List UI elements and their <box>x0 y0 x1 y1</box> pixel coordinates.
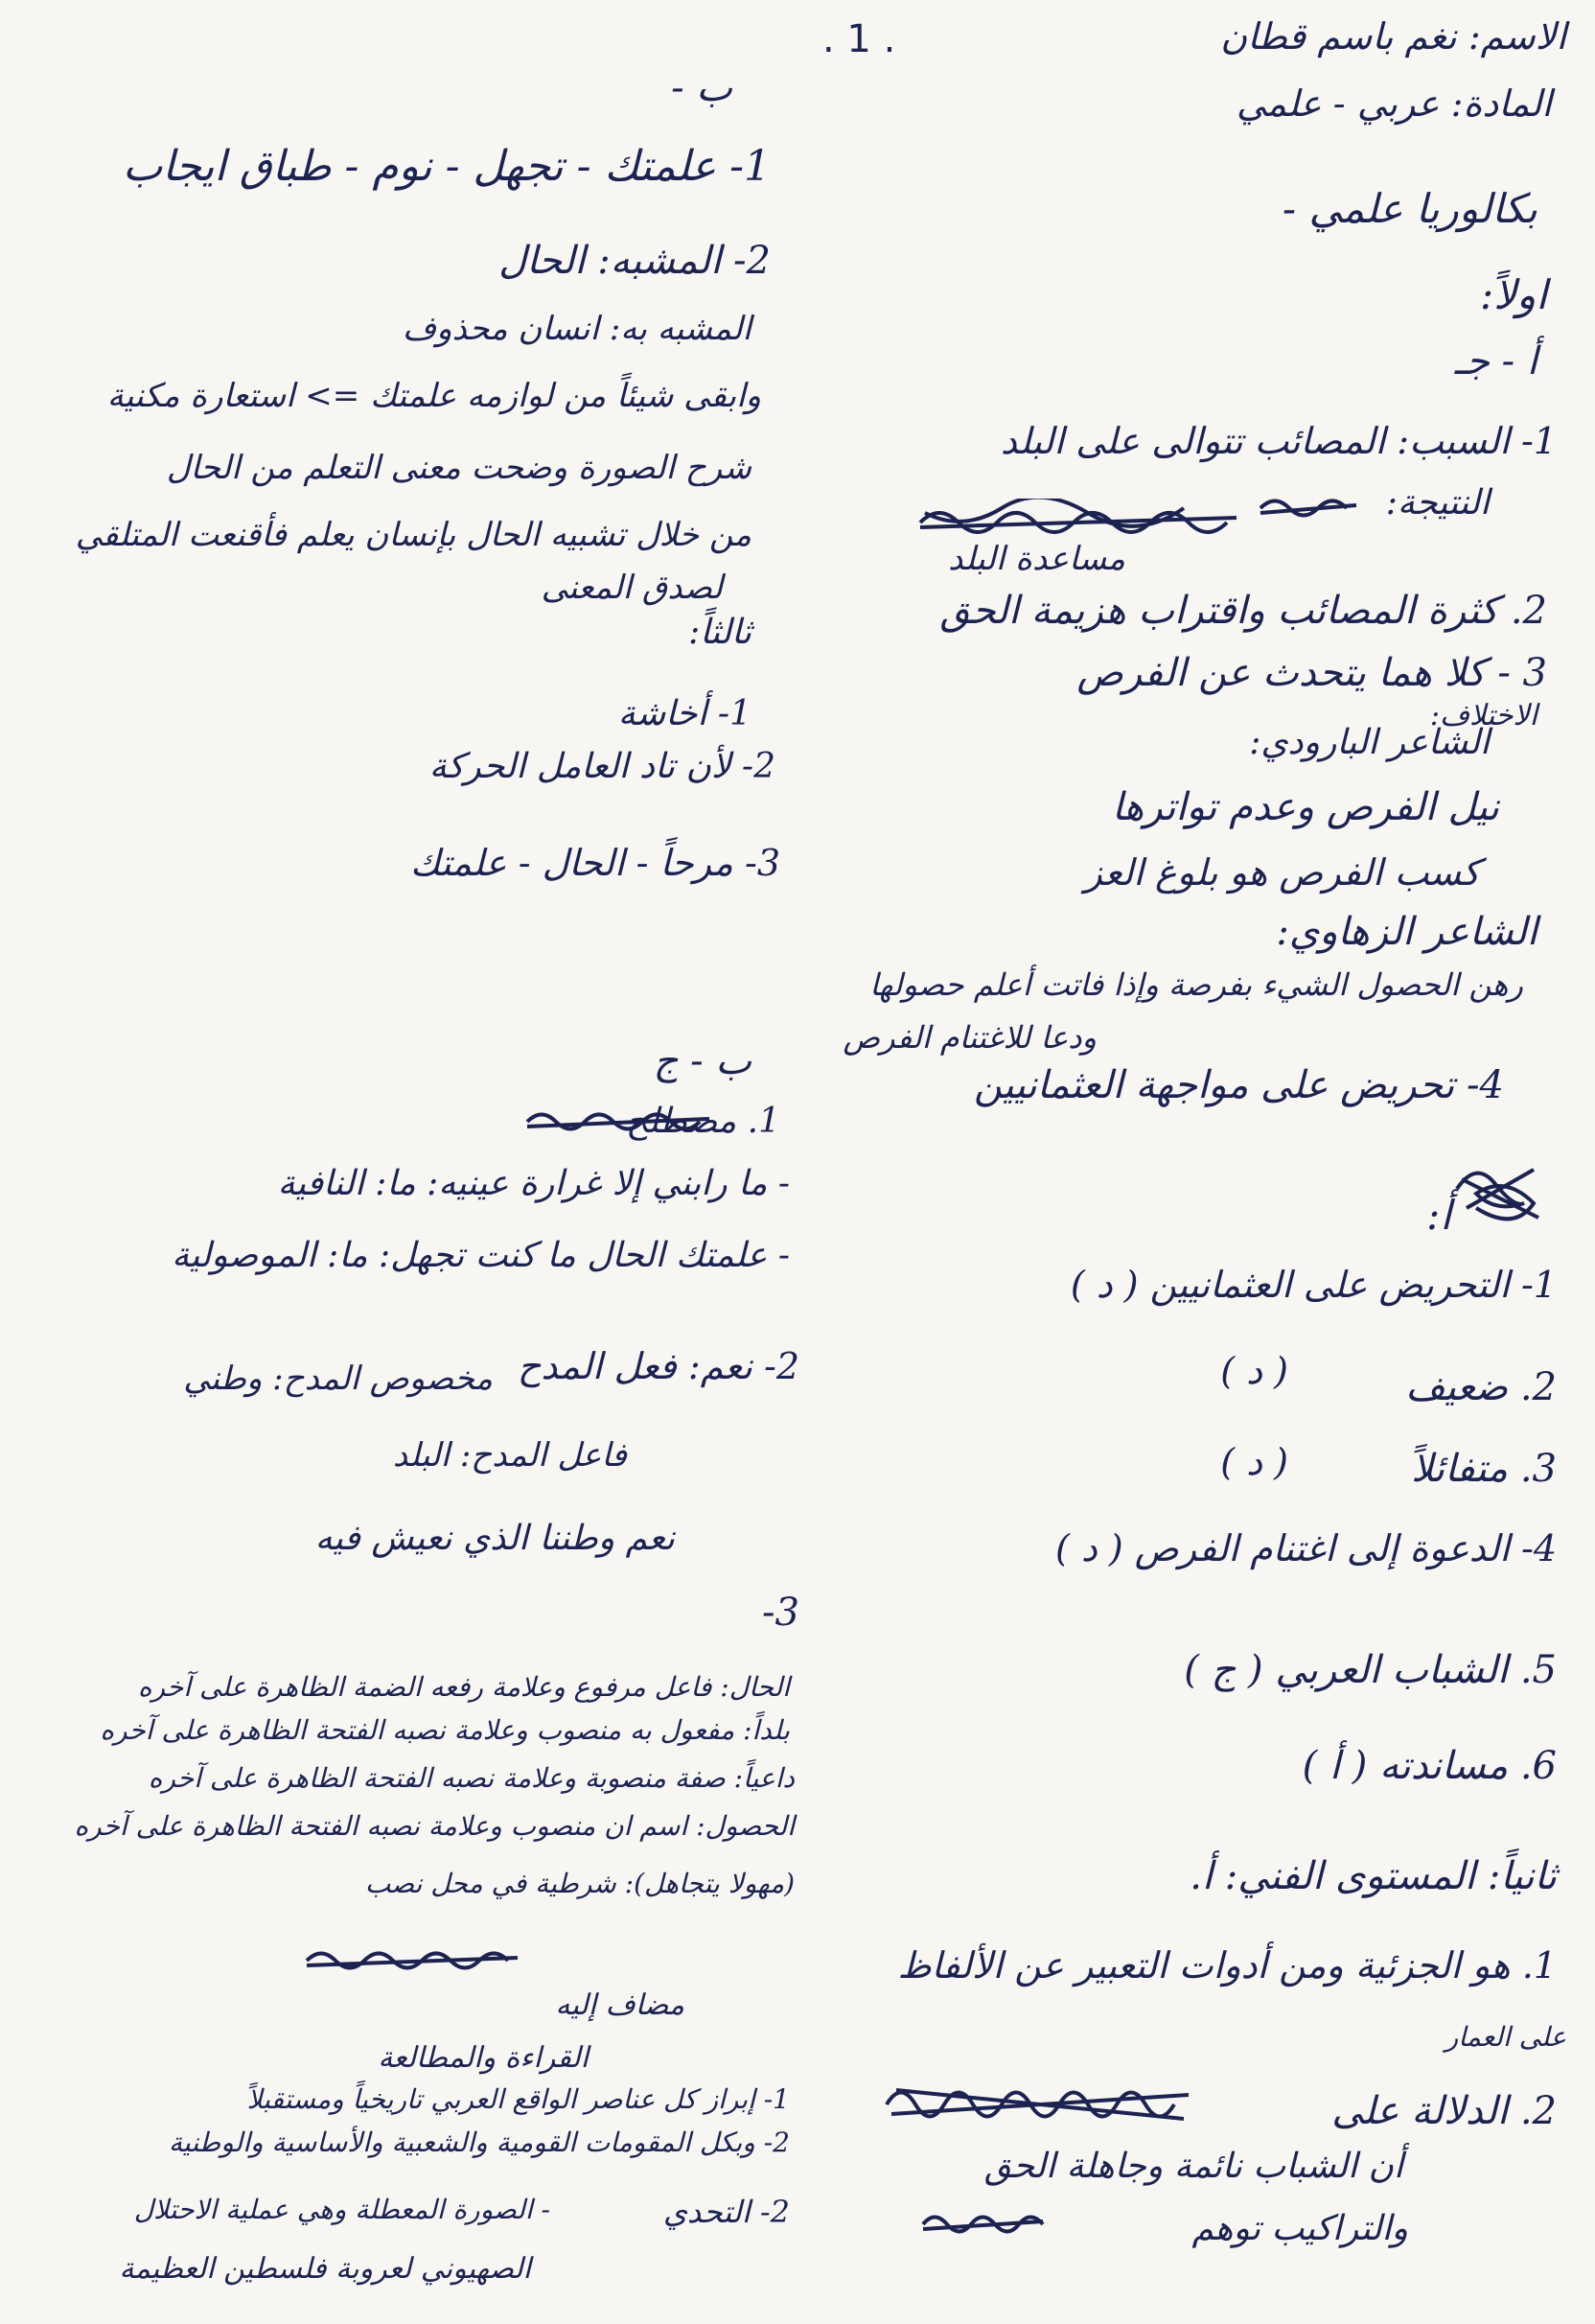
crossed-out-text <box>1256 489 1371 527</box>
answer-q2: 2. كثرة المصائب واقتراب هزيمة الحق <box>939 589 1547 633</box>
technical-answer-2-line-1: أن الشباب نائمة وجاهلة الحق <box>983 2147 1403 2186</box>
rhetoric-answer-2-line-4: لصدق المعنى <box>541 569 723 607</box>
left-part-b-heading: ب - <box>671 66 732 110</box>
poet-2-line-2: ودعا للاغتنام الفرص <box>843 1019 1097 1056</box>
grammar-c-answer-3: 3- <box>762 1591 799 1635</box>
grammar-c-answer-2b: مخصوص المدح: وطني <box>183 1360 493 1398</box>
mc-answer-2-choice: ( د ) <box>1220 1350 1288 1392</box>
technical-answer-2-line-2: والتراكيب توهم <box>1191 2209 1408 2248</box>
mc-answer-6: 6. مساندته ( أ ) <box>1302 1744 1557 1788</box>
rhetoric-answer-2-line-2: شرح الصورة وضحت معنى التعلم من الحال <box>166 449 751 487</box>
grammar-c-answer-3a: الحال: فاعل مرفوع وعلامة رفعه الضمة الظاهرة على آخره <box>137 1671 790 1703</box>
grammar-c-answer-2d: نعم وطننا الذي نعيش فيه <box>314 1519 675 1558</box>
rhetoric-answer-2-sub: المشبه به: انسان محذوف <box>402 310 751 348</box>
grammar-c-answer-3d: الحصول: اسم ان منصوب وعلامة نصبه الفتحة الظاهرة على آخره <box>74 1810 795 1842</box>
grammar-c-answer-3f: مضاف إليه <box>555 1988 684 2022</box>
section-one-heading: اولاً: <box>1479 271 1547 318</box>
reading-heading: القراءة والمطالعة <box>378 2041 589 2075</box>
poet-1-line-1: نيل الفرص وعدم تواترها <box>1112 785 1499 829</box>
poet-2-line-1: رهن الحصول الشيء بفرصة وإذا فاتت أعلم حصولها <box>869 966 1523 1003</box>
technical-answer-2: 2. الدلالة على <box>1331 2089 1557 2133</box>
answer-q1-result: النتيجة: <box>1385 483 1490 523</box>
mc-answer-5: 5. الشباب العربي ( ج ) <box>1184 1648 1557 1692</box>
grammar-answer-3: 3- مرحاً - الحال - علمتك <box>409 842 780 884</box>
grammar-c-answer-3b: بلداً: مفعول به منصوب وعلامة نصبه الفتحة الظاهرة على آخره <box>100 1714 790 1746</box>
grammar-c-answer-3c: داعياً: صفة منصوبة وعلامة نصبه الفتحة الظاهرة على آخره <box>148 1762 795 1794</box>
mc-answer-2: 2. ضعيف <box>1405 1365 1557 1409</box>
answer-q1-result-cont: مساعدة البلد <box>948 540 1125 578</box>
level-line: بكالوريا علمي - <box>1282 185 1537 232</box>
reading-answer-1b: 2- وبكل المقومات القومية والشعبية والأساسية والوطنية <box>169 2126 790 2158</box>
grammar-c-answer-1: 1. مصطلح <box>626 1102 780 1141</box>
crossed-out-text <box>882 2071 1198 2138</box>
crossed-out-text <box>522 1103 714 1141</box>
grammar-answer-1: 1- أخاشة <box>617 694 751 733</box>
grammar-answer-2: 2- لأن تاد العامل الحركة <box>428 747 775 786</box>
grammar-c-answer-2c: فاعل المدح: البلد <box>392 1436 627 1475</box>
poet-1-line-2: كسب الفرص هو بلوغ العز <box>1084 851 1480 894</box>
grammar-c-answer-1b: - علمتك الحال ما كنت تجهل: ما: الموصولية <box>172 1236 790 1275</box>
rhetoric-answer-2: 2- المشبه: الحال <box>498 239 771 283</box>
reading-answer-1: 1- إبراز كل عناصر الواقع العربي تاريخياً ومستقبلاً <box>246 2083 790 2115</box>
part-b-heading: أ: <box>1426 1192 1451 1239</box>
mc-answer-1: 1- التحريض على العثمانيين ( د ) <box>1070 1264 1557 1306</box>
grammar-c-answer-3e: (مهولا يتجاهل): شرطية في محل نصب <box>364 1868 795 1899</box>
reading-answer-2: 2- التحدي <box>662 2194 790 2230</box>
answer-q1-cause: 1- السبب: المصائب تتوالى على البلد <box>1000 420 1557 462</box>
technical-answer-1-cont: على العمار <box>1445 2021 1566 2053</box>
crossed-out-text <box>918 2205 1052 2243</box>
rhetoric-answer-2-line: وابقى شيئاً من لوازمه علمتك => استعارة مكنية <box>106 377 761 415</box>
scribble-mark <box>1447 1150 1553 1237</box>
section-two-heading: ثانياً: المستوى الفني: أ. <box>1190 1854 1557 1898</box>
grammar-c-answer-1a: - ما رابني إلا غرارة عينيه: ما: النافية <box>277 1164 790 1203</box>
poet-1-label: الشاعر البارودي: <box>1249 723 1490 762</box>
rhetoric-answer-1: 1- علمتك - تجهل - نوم - طباق ايجاب <box>123 142 771 191</box>
answer-q4: 4- تحريض على مواجهة العثمانيين <box>974 1063 1504 1107</box>
crossed-out-text <box>302 1941 522 1980</box>
answer-q3: 3 - كلا هما يتحدث عن الفرص <box>1076 651 1547 695</box>
subject-line: المادة: عربي - علمي <box>1236 82 1552 125</box>
reading-answer-2b: - الصورة المعطلة وهي عملية الاحتلال <box>133 2194 550 2225</box>
technical-answer-1: 1. هو الجزئية ومن أدوات التعبير عن الألفاظ <box>897 1944 1557 1987</box>
part-a-heading: أ - جـ <box>1454 339 1537 383</box>
answer-q3-difference: الاختلاف: <box>1429 699 1537 732</box>
part-c-heading: ب - ج <box>653 1039 751 1083</box>
poet-2-label: الشاعر الزهاوي: <box>1276 910 1537 954</box>
student-name: الاسم: نغم باسم قطان <box>1220 15 1566 58</box>
rhetoric-answer-2-line-3: من خلال تشبيه الحال بإنسان يعلم فأقنعت المتلقي <box>75 516 751 554</box>
mc-answer-3-choice: ( د ) <box>1220 1441 1288 1483</box>
mc-answer-4: 4- الدعوة إلى اغتنام الفرص ( د ) <box>1055 1527 1557 1569</box>
reading-answer-2c: الصهيوني لعروبة فلسطين العظيمة <box>119 2252 531 2286</box>
section-three-heading: ثالثاً: <box>688 613 751 652</box>
grammar-c-answer-2: 2- نعم: فعل المدح <box>517 1345 799 1387</box>
mc-answer-3: 3. متفائلاً <box>1411 1447 1557 1491</box>
page-number: . 1 . <box>822 17 896 61</box>
